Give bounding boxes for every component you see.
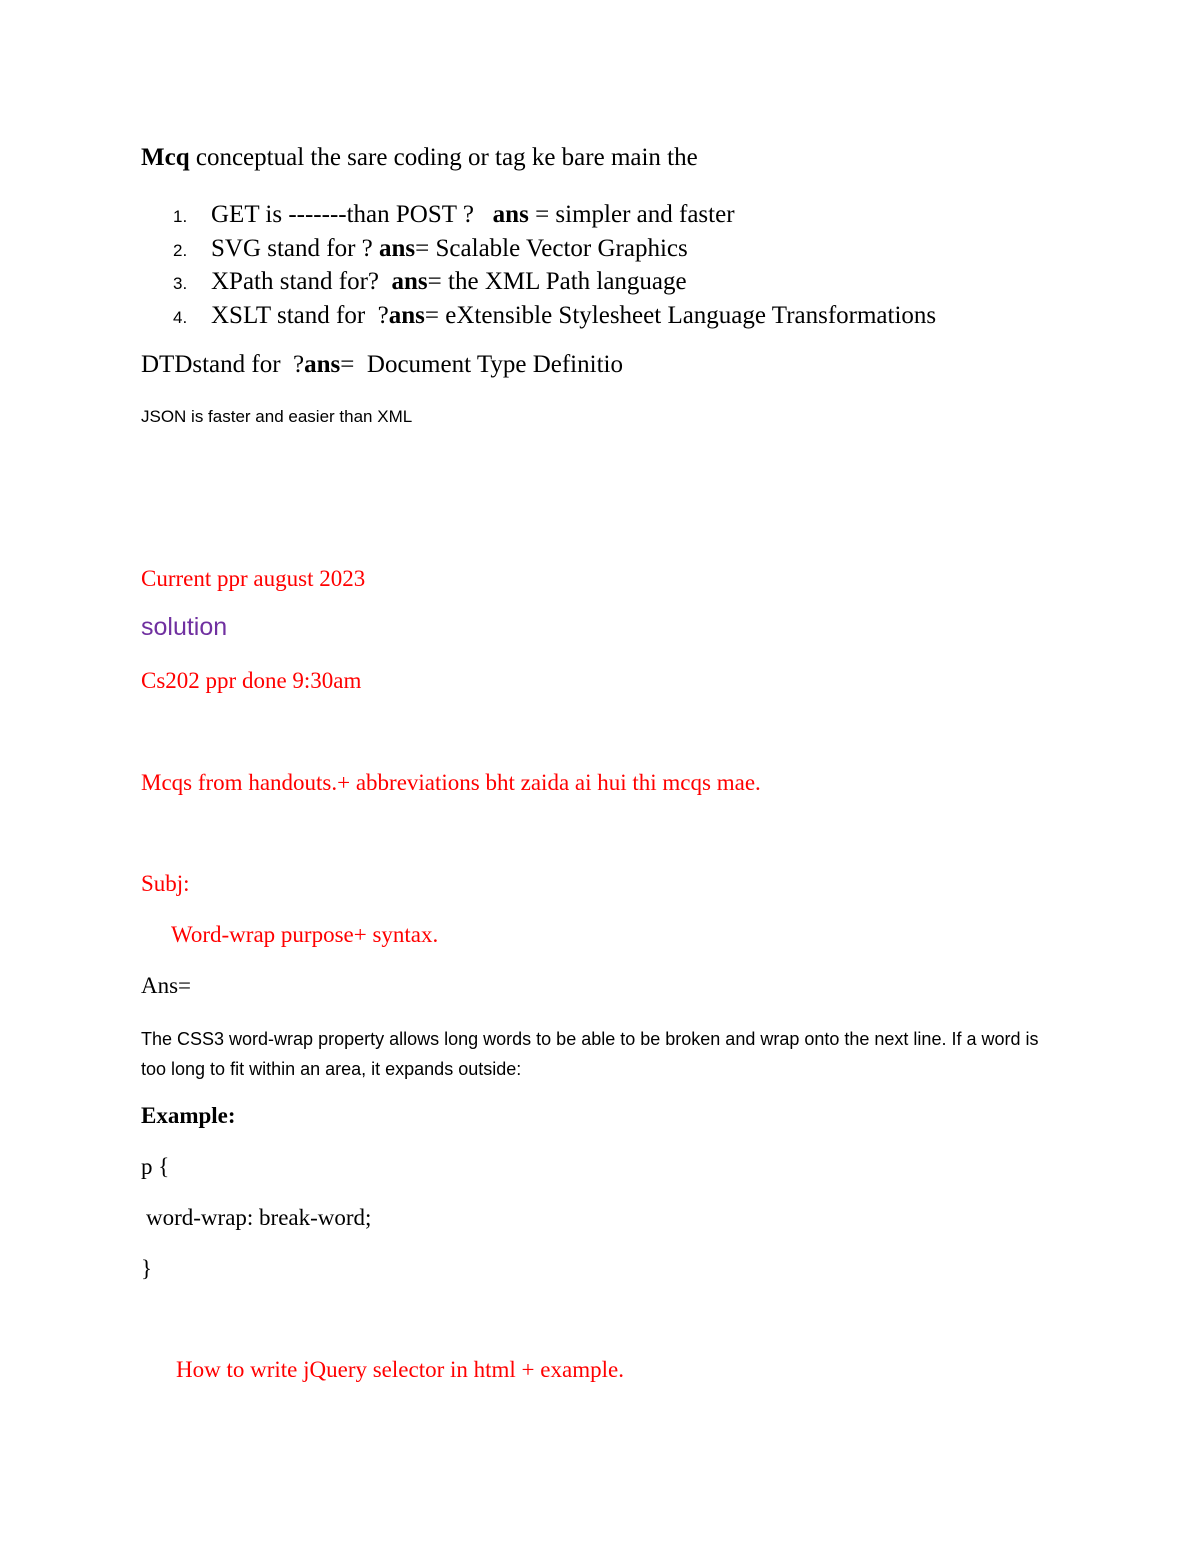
ans-line: Ans=: [141, 973, 192, 998]
mcqs-from-line: Mcqs from handouts.+ abbreviations bht zaida ai hui thi mcqs mae.: [141, 770, 761, 795]
mcq-answer: = simpler and faster: [528, 201, 735, 228]
list-number: 2.: [173, 240, 188, 260]
mcq-text: [211, 269, 687, 294]
current-paper-line: Current ppr august 2023: [141, 566, 366, 591]
code-line: word-wrap: break-word;: [146, 1205, 372, 1230]
solution-heading: solution: [141, 613, 228, 641]
mcq-answer: = eXtensible Stylesheet Language Transformations: [424, 301, 937, 329]
mcq-text: [211, 303, 936, 328]
word-wrap-question: Word-wrap purpose+ syntax.: [171, 922, 439, 947]
mcq-question: XSLT stand for ?: [211, 301, 389, 329]
list-number: 1.: [173, 207, 188, 226]
css3-paragraph: The CSS3 word-wrap property allows long words to be able to be broken and wrap onto the next line. If a word is too long to fit within an area, it expands outside:: [141, 1029, 1039, 1079]
ans-label: ans: [388, 301, 425, 329]
mcq-question: SVG stand for ?: [211, 234, 380, 262]
heading: [141, 145, 698, 170]
example-text: Example:: [141, 1103, 236, 1128]
mcq-question: GET is -------than POST ?: [211, 201, 493, 228]
mcq-answer: = Scalable Vector Graphics: [415, 234, 688, 262]
dtd-answer: = Document Type Definitio: [340, 351, 623, 378]
ans-label: ans: [304, 351, 341, 378]
jquery-question: How to write jQuery selector in html + example.: [176, 1357, 624, 1382]
ans-label: ans: [379, 234, 416, 262]
list-number: 3.: [173, 274, 188, 293]
code-line: p {: [141, 1154, 170, 1179]
example-label: [141, 1104, 236, 1127]
heading-bold: Mcq: [141, 144, 190, 171]
dtd-question: DTDstand for ?: [141, 351, 305, 378]
dtd-line: [141, 352, 623, 377]
mcq-answer: = the XML Path language: [427, 268, 687, 295]
mcq-question: XPath stand for?: [211, 268, 392, 295]
ans-label: ans: [492, 201, 529, 228]
mcq-text: [211, 202, 735, 227]
code-line: }: [141, 1256, 153, 1281]
heading-rest: conceptual the sare coding or tag ke bare main the: [189, 144, 698, 171]
json-line: JSON is faster and easier than XML: [141, 407, 413, 426]
cs202-line: Cs202 ppr done 9:30am: [141, 668, 362, 693]
ans-label: ans: [391, 268, 428, 295]
mcq-text: [211, 236, 688, 261]
list-number: 4.: [173, 307, 188, 327]
subj-label: Subj:: [141, 871, 190, 896]
